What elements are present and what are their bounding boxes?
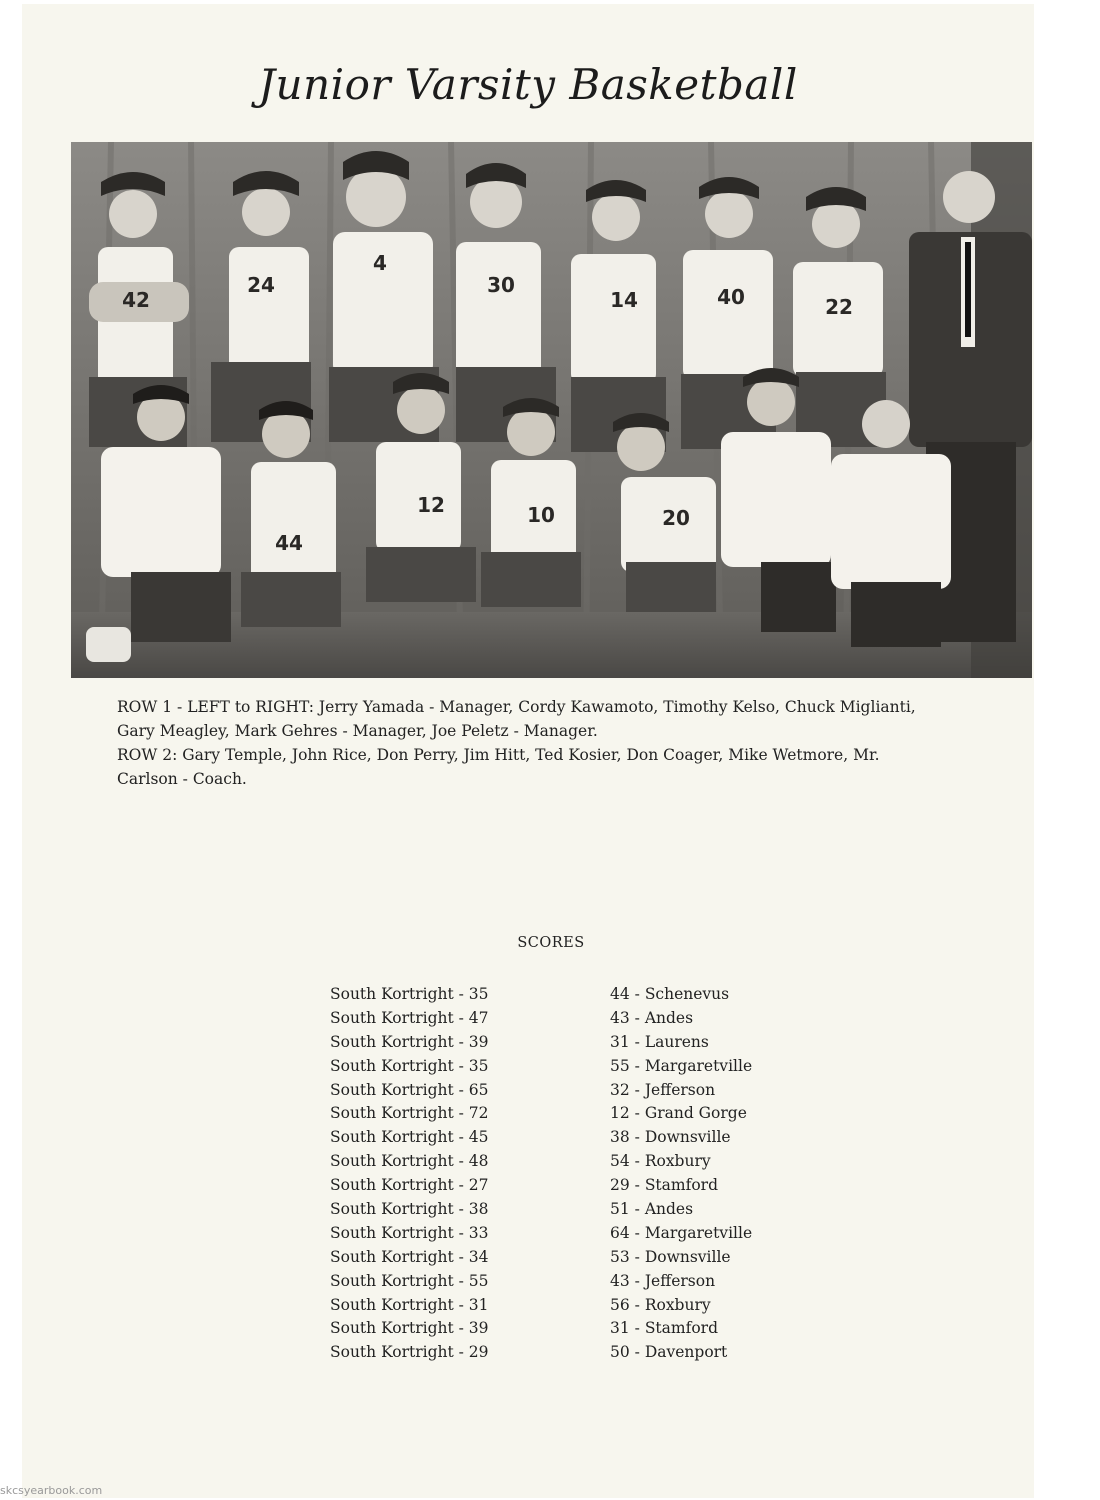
score-row	[330, 1340, 790, 1364]
caption-row2-line2: Carlson - Coach.	[117, 770, 247, 788]
opponent-score: 55 - Margaretville	[610, 1056, 753, 1075]
home-score: South Kortright - 65	[330, 1080, 489, 1099]
home-score: South Kortright - 31	[330, 1295, 489, 1314]
home-score: South Kortright - 35	[330, 1056, 489, 1075]
page-title: Junior Varsity Basketball	[258, 60, 798, 109]
score-row	[330, 1269, 790, 1293]
home-score: South Kortright - 39	[330, 1319, 489, 1338]
home-score: South Kortright - 27	[330, 1176, 489, 1195]
caption-row1-line2: Gary Meagley, Mark Gehres - Manager, Joe Peletz - Manager.	[117, 722, 598, 740]
caption-row1-line1: ROW 1 - LEFT to RIGHT: Jerry Yamada - Manager, Cordy Kawamoto, Timothy Kelso, Chuck Miglianti,	[117, 698, 916, 716]
home-score: South Kortright - 47	[330, 1008, 489, 1027]
opponent-score: 43 - Andes	[610, 1008, 694, 1027]
score-row	[330, 1125, 790, 1149]
score-row	[330, 1078, 790, 1102]
caption-row2-line1: ROW 2: Gary Temple, John Rice, Don Perry, Jim Hitt, Ted Kosier, Don Coager, Mike Wetmore, Mr.	[117, 746, 880, 764]
home-score: South Kortright - 55	[330, 1271, 489, 1290]
opponent-score: 53 - Downsville	[610, 1247, 731, 1266]
opponent-score: 51 - Andes	[610, 1199, 694, 1218]
site-watermark: skcsyearbook.com	[0, 1484, 103, 1497]
score-row	[330, 1316, 790, 1340]
scores-table	[330, 982, 790, 1364]
opponent-score: 44 - Schenevus	[610, 984, 730, 1003]
score-row	[330, 1006, 790, 1030]
score-row	[330, 1173, 790, 1197]
score-row	[330, 1293, 790, 1317]
opponent-score: 54 - Roxbury	[610, 1152, 711, 1171]
score-row	[330, 1149, 790, 1173]
score-row	[330, 1197, 790, 1221]
opponent-score: 32 - Jefferson	[610, 1080, 716, 1099]
jersey-number: 10	[527, 503, 555, 527]
opponent-score: 56 - Roxbury	[610, 1295, 711, 1314]
opponent-score: 38 - Downsville	[610, 1128, 731, 1147]
jersey-number: 24	[247, 273, 275, 297]
score-row	[330, 1101, 790, 1125]
jersey-number: 44	[275, 531, 303, 555]
photo-caption	[117, 695, 997, 791]
opponent-score: 50 - Davenport	[610, 1343, 728, 1362]
jersey-number: 30	[487, 273, 515, 297]
score-row	[330, 1030, 790, 1054]
home-score: South Kortright - 45	[330, 1128, 489, 1147]
scores-heading: SCORES	[517, 935, 585, 951]
jersey-number: 12	[417, 493, 445, 517]
score-row	[330, 1054, 790, 1078]
home-score: South Kortright - 29	[330, 1343, 489, 1362]
opponent-score: 43 - Jefferson	[610, 1271, 716, 1290]
opponent-score: 64 - Margaretville	[610, 1223, 753, 1242]
jersey-number: 42	[122, 288, 150, 312]
score-row	[330, 982, 790, 1006]
opponent-score: 12 - Grand Gorge	[610, 1104, 747, 1123]
jersey-number: 22	[825, 295, 853, 319]
home-score: South Kortright - 34	[330, 1247, 489, 1266]
opponent-score: 31 - Laurens	[610, 1032, 709, 1051]
jersey-number: 14	[610, 288, 638, 312]
home-score: South Kortright - 39	[330, 1032, 489, 1051]
home-score: South Kortright - 33	[330, 1223, 489, 1242]
home-score: South Kortright - 38	[330, 1199, 489, 1218]
page-margin	[1034, 0, 1100, 1500]
opponent-score: 29 - Stamford	[610, 1176, 719, 1195]
home-score: South Kortright - 35	[330, 984, 489, 1003]
home-score: South Kortright - 72	[330, 1104, 489, 1123]
team-photo	[71, 142, 1032, 678]
opponent-score: 31 - Stamford	[610, 1319, 719, 1338]
jersey-number: 4	[373, 251, 387, 275]
score-row	[330, 1221, 790, 1245]
jersey-number: 20	[662, 506, 690, 530]
home-score: South Kortright - 48	[330, 1152, 489, 1171]
score-row	[330, 1245, 790, 1269]
jersey-number: 40	[717, 285, 745, 309]
team-photo-image	[71, 142, 1032, 678]
